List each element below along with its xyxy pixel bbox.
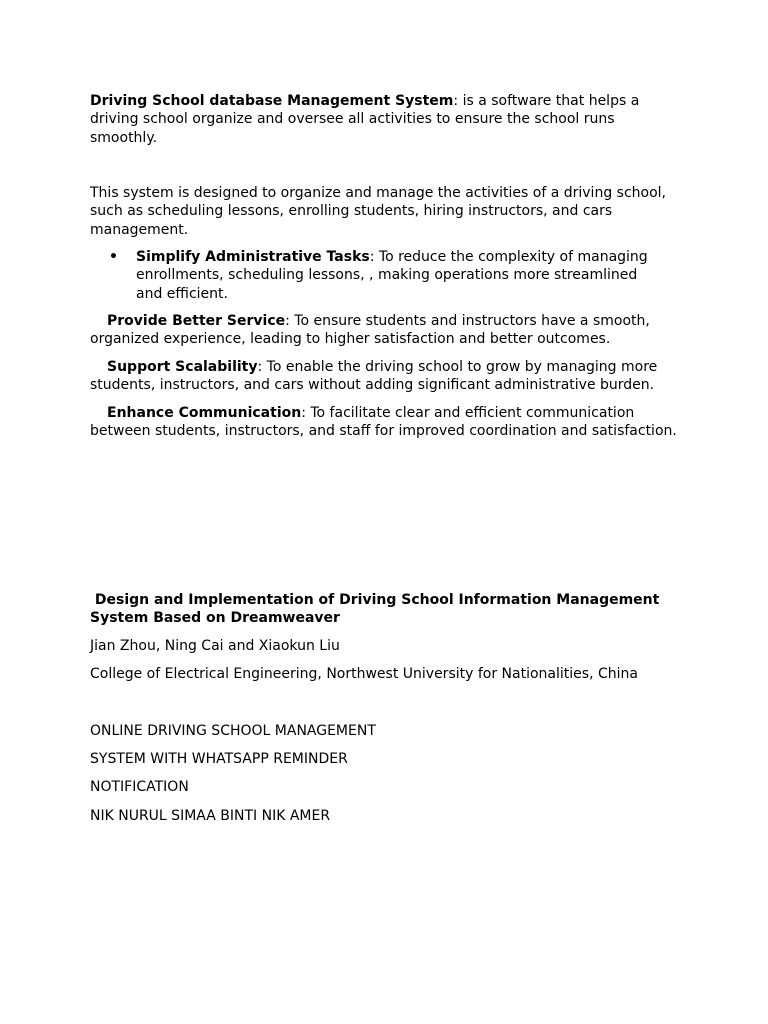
objective-title: Support Scalability: [107, 359, 258, 375]
reference1-affiliation: College of Electrical Engineering, Northwest University for Nationalities, China: [90, 666, 638, 682]
description-paragraph: This system is designed to organize and manage the activities of a driving school, such as scheduling lessons, enrolling students, hiring instructors, and cars management.: [90, 185, 666, 238]
bullet-item-simplify: [90, 248, 680, 303]
reference1-authors: Jian Zhou, Ning Cai and Xiaokun Liu: [90, 638, 340, 654]
intro-term: Driving School database Management System: [90, 93, 454, 109]
bullet-text: [136, 248, 666, 303]
bullet-icon: •: [109, 249, 118, 265]
objective-support-scalability: [90, 358, 680, 395]
reference2-author: NIK NURUL SIMAA BINTI NIK AMER: [90, 808, 331, 824]
reference2-title-line3: NOTIFICATION: [90, 779, 189, 795]
reference2-title-line2: SYSTEM WITH WHATSAPP REMINDER: [90, 751, 348, 767]
reference1-title: Design and Implementation of Driving School Information Management System Based on Dreamweaver: [90, 592, 665, 627]
bullet-title: Simplify Administrative Tasks: [136, 249, 370, 265]
reference2-title-line1: ONLINE DRIVING SCHOOL MANAGEMENT: [90, 723, 376, 739]
objective-provide-service: [90, 312, 680, 349]
bullet-description: : To reduce the complexity of managing enrollments, scheduling lessons, , making operations more streamlined and efficient.: [136, 249, 648, 302]
objective-text: : To ensure students and instructors have a smooth, organized experience, leading to higher satisfaction and better outcomes.: [90, 313, 650, 348]
objective-title: Provide Better Service: [107, 313, 286, 329]
objective-enhance-communication: [90, 404, 680, 441]
intro-definition: : is a software that helps a driving school organize and oversee all activities to ensure the school runs smoothly.: [90, 93, 640, 146]
objective-text: : To enable the driving school to grow by managing more students, instructors, and cars without adding significant administrative burden.: [90, 359, 658, 394]
intro-paragraph: [90, 92, 680, 147]
objective-title: Enhance Communication: [107, 405, 302, 421]
objective-text: : To facilitate clear and efficient communication between students, instructors, and staff for improved coordination and satisfaction.: [90, 405, 677, 440]
